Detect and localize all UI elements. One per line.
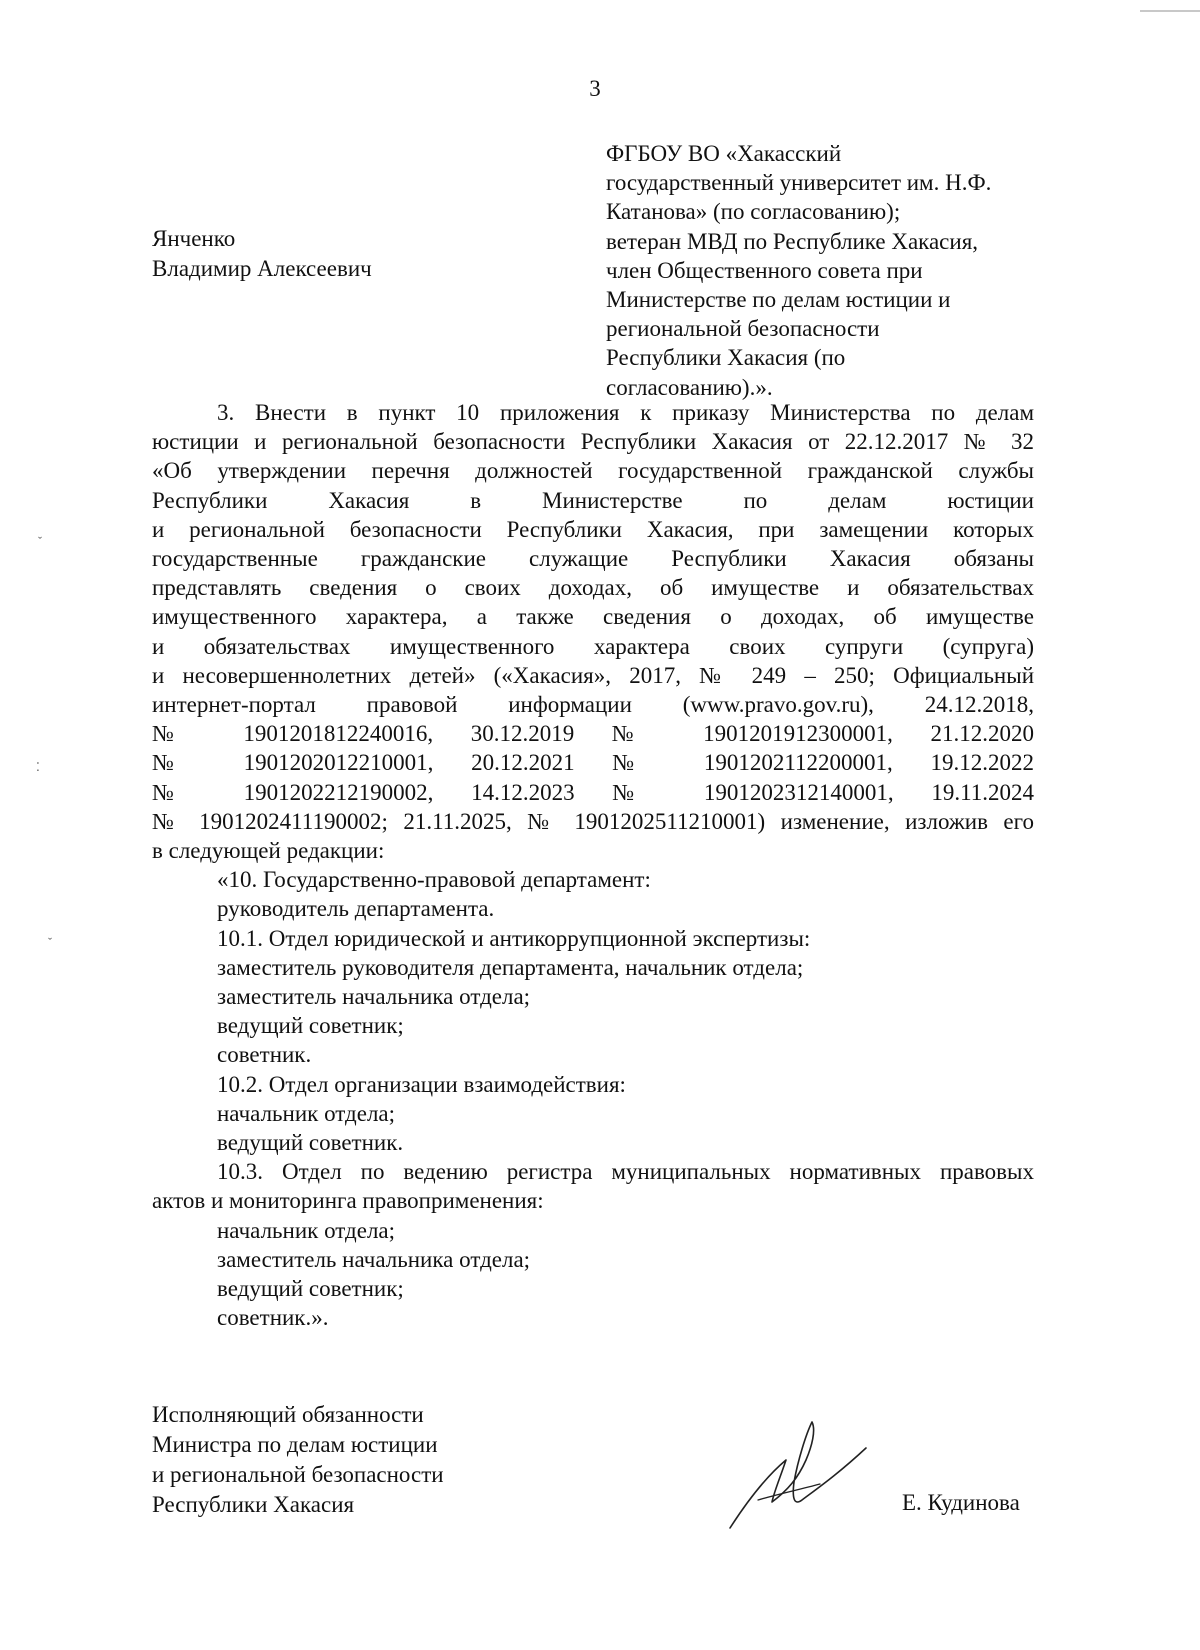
member-description-line: Катанова» (по согласованию); xyxy=(606,199,901,225)
signatory-title-line: и региональной безопасности xyxy=(152,1462,444,1487)
list-item-10-3: 10.3. Отдел по ведению регистра муниципальных нормативных правовых xyxy=(217,1159,1034,1185)
clause-3-line: Республики Хакасия в Министерстве по делам юстиции xyxy=(152,487,1034,513)
member-description-line: региональной безопасности xyxy=(606,316,880,342)
page-number: 3 xyxy=(589,76,601,101)
clause-3-line: и обязательствах имущественного характера своих супруги (супруга) xyxy=(152,633,1034,659)
list-item: заместитель начальника отдела; xyxy=(217,984,531,1010)
list-item: ведущий советник; xyxy=(217,1276,404,1302)
clause-3-line: и региональной безопасности Республики Хакасия, при замещении которых xyxy=(152,516,1034,542)
list-item: заместитель начальника отдела; xyxy=(217,1246,531,1272)
member-given-names: Владимир Алексеевич xyxy=(152,256,372,281)
clause-3-line: 3. Внести в пункт 10 приложения к приказу Министерства по делам xyxy=(217,400,1034,425)
scan-speck: ˇ xyxy=(48,935,52,949)
member-description-line: государственный университет им. Н.Ф. xyxy=(606,170,992,196)
clause-3-line: и несовершеннолетних детей» («Хакасия», 2017, № 249 – 250; Официальный xyxy=(152,662,1034,688)
member-description-line: Министерстве по делам юстиции и xyxy=(606,287,951,313)
list-item: советник. xyxy=(217,1042,312,1068)
list-item: ведущий советник. xyxy=(217,1130,404,1156)
member-description-line: ФГБОУ ВО «Хакасский xyxy=(606,141,842,166)
clause-3-line: «Об утверждении перечня должностей государственной гражданской службы xyxy=(152,458,1034,484)
list-item: советник.». xyxy=(217,1305,329,1331)
clause-3-line: имущественного характера, а также сведения о доходах, об имуществе xyxy=(152,604,1034,630)
scan-speck: ⁚ xyxy=(36,760,40,774)
clause-3-line: представлять сведения о своих доходах, об имуществе и обязательствах xyxy=(152,575,1034,601)
member-description-line: ветеран МВД по Республике Хакасия, xyxy=(606,228,979,254)
list-item: ведущий советник; xyxy=(217,1013,404,1039)
member-surname: Янченко xyxy=(152,226,236,251)
member-description xyxy=(606,139,1036,402)
clause-3-line: юстиции и региональной безопасности Республики Хакасия от 22.12.2017 № 32 xyxy=(152,429,1034,455)
signatory-title-line: Исполняющий обязанности xyxy=(152,1402,424,1427)
clause-3-line: в следующей редакции: xyxy=(152,838,385,864)
body-text xyxy=(152,398,1034,1333)
member-description-line: Республики Хакасия (по xyxy=(606,345,846,371)
clause-3-line: государственные гражданские служащие Республики Хакасия обязаны xyxy=(152,546,1034,572)
scan-artifact-line xyxy=(1140,10,1200,12)
list-item: «10. Государственно-правовой департамент: xyxy=(217,867,651,893)
list-item: 10.2. Отдел организации взаимодействия: xyxy=(217,1071,626,1097)
scan-speck: ˇ xyxy=(38,534,42,548)
list-item: руководитель департамента. xyxy=(217,896,495,922)
clause-3-line: № 1901202012210001, 20.12.2021 № 1901202112200001, 19.12.2022 xyxy=(152,750,1034,776)
member-description-line: согласованию).». xyxy=(606,374,773,400)
member-name xyxy=(152,224,472,284)
clause-3-line: № 1901202411190002; 21.11.2025, № 1901202511210001) изменение, изложив его xyxy=(152,808,1034,834)
signer-name: Е. Кудинова xyxy=(902,1490,1020,1515)
signatory-title-line: Министра по делам юстиции xyxy=(152,1432,438,1457)
list-item-10-3-continuation: актов и мониторинга правоприменения: xyxy=(152,1188,544,1214)
list-item: заместитель руководителя департамента, начальник отдела; xyxy=(217,954,804,980)
member-description-line: член Общественного совета при xyxy=(606,257,923,283)
clause-3-line: интернет-портал правовой информации (www.pravo.gov.ru), 24.12.2018, xyxy=(152,692,1034,718)
list-item: начальник отдела; xyxy=(217,1100,396,1126)
signatory-title xyxy=(152,1400,502,1520)
signatory-title-line: Республики Хакасия xyxy=(152,1492,355,1517)
list-item: начальник отдела; xyxy=(217,1217,396,1243)
clause-3 xyxy=(152,398,1034,865)
clause-3-line: № 1901201812240016, 30.12.2019 № 1901201912300001, 21.12.2020 xyxy=(152,721,1034,747)
handwritten-signature xyxy=(728,1420,868,1530)
clause-3-line: № 1901202212190002, 14.12.2023 № 1901202312140001, 19.11.2024 xyxy=(152,779,1034,805)
list-item: 10.1. Отдел юридической и антикоррупционной экспертизы: xyxy=(217,925,811,951)
